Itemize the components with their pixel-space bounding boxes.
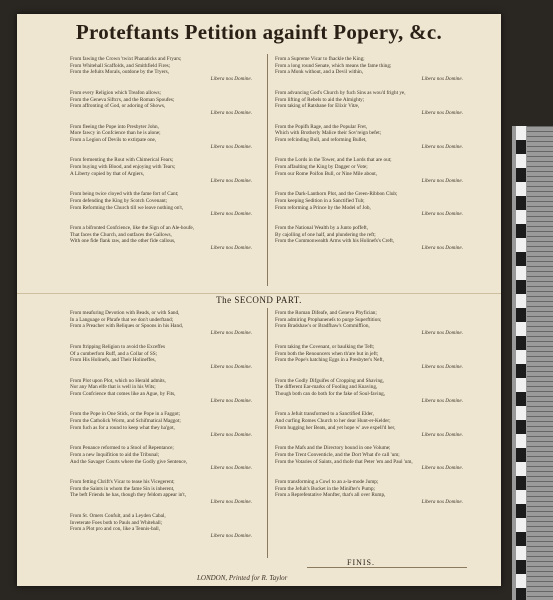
column-divider-part-two xyxy=(267,308,268,558)
verse-line: From fuch as for a round to keep what they ha'got, xyxy=(70,424,175,431)
refrain-line: Libera nos Domine. xyxy=(210,177,252,184)
verse-line: From a Supreme Vicar to fhackle the King; xyxy=(275,56,365,62)
stanza xyxy=(70,191,260,218)
verse-line: From a Monk without, and a Devil within, xyxy=(275,69,364,76)
refrain-line: Libera nos Domine. xyxy=(210,76,252,83)
refrain-line: Libera nos Domine. xyxy=(421,499,463,506)
verse-line: From Confcience that comes like an Ague, by Fits, xyxy=(70,391,176,398)
stanza xyxy=(70,479,260,506)
stanza xyxy=(275,479,471,506)
verse-line: From a Plot pro and con, like a Tennis-ball, xyxy=(70,526,161,533)
verse-line: A Liberty copied by that of Argiers, xyxy=(70,170,145,177)
verse-line: From the Dark-Lanthorn Plot, and the Green-Ribbon Club; xyxy=(275,191,398,198)
ruler-scale-strip xyxy=(516,126,526,600)
stanza xyxy=(275,411,471,438)
verse-line: From the Lords in the Tower, and the Lords that are out; xyxy=(275,157,392,164)
verse-line: From defending the King by Scotch Covenant; xyxy=(70,197,168,204)
verse-line: The beft Friends he has, though they feldom appear in't, xyxy=(70,492,187,499)
verse-line: From transforming a Cowl to an a-la-mode Jump; xyxy=(275,479,379,486)
stanza xyxy=(275,56,471,83)
stanza xyxy=(70,344,260,371)
verse-line: From a Reprefentative Monfter, that's all over Rump, xyxy=(275,492,386,499)
refrain-line: Libera nos Domine. xyxy=(421,397,463,404)
stanza xyxy=(275,344,471,371)
refrain-line: Libera nos Domine. xyxy=(421,330,463,337)
broadside-sheet xyxy=(17,14,501,586)
verse-line: From admiring Prophaneneſs to purge Superftition; xyxy=(275,316,382,323)
verse-line: From advancing God's Church by fuch Sins as wou'd fright ye, xyxy=(275,89,406,96)
verse-line: From the Roman Difeafe, and Geneva Phyfician; xyxy=(275,310,377,316)
verse-line: From the Popifh Rage, and the Popular Fret, xyxy=(275,123,368,130)
refrain-line: Libera nos Domine. xyxy=(210,245,252,252)
refrain-line: Libera nos Domine. xyxy=(421,76,463,83)
verse-line: From the Catholick Worm, and Schifmatical Maggot; xyxy=(70,418,181,425)
stanza xyxy=(70,310,260,337)
verse-line: From a Legion of Devils to extirpate one, xyxy=(70,137,157,144)
refrain-line: Libera nos Domine. xyxy=(421,109,463,116)
verse-line: And curfing Romes Church to her dear Hunt-er-Kelder; xyxy=(275,418,391,425)
refrain-line: Libera nos Domine. xyxy=(421,211,463,218)
verse-line: From ftripping Religion to avoid the Exceffes xyxy=(70,343,165,350)
verse-line: From affaulting the King by Dagger or Vote; xyxy=(275,164,368,171)
verse-line: From fermenting the Rout with Chimerical Fears; xyxy=(70,157,174,164)
verse-line: From the Pope's hatching Eggs in a Presbyter's Neft, xyxy=(275,357,384,364)
stanza xyxy=(275,310,471,337)
stanza xyxy=(275,225,471,252)
verse-line: From reforming a Prince by the Model of Job, xyxy=(275,204,371,211)
verse-line: From keeping Sedition in a Sanctified Tub; xyxy=(275,197,365,204)
stanza xyxy=(70,513,260,540)
verse-line: With one fide flank raw, and the other fide callous, xyxy=(70,238,176,245)
verse-line: From affronting of God, or adoring of Shows, xyxy=(70,103,166,110)
verse-line: From taking of Ratsbane for Elixir Vitæ, xyxy=(275,103,360,110)
stanza xyxy=(275,378,471,405)
verse-line: From a new Inquifition to aid the Tribunal; xyxy=(70,451,160,458)
part-one-right-column xyxy=(275,56,471,259)
refrain-line: Libera nos Domine. xyxy=(210,499,252,506)
refrain-line: Libera nos Domine. xyxy=(421,431,463,438)
verse-line: From taking the Covenant, or baulking the Teft; xyxy=(275,343,375,350)
verse-line: From a Jefuit transformed to a Sanctified Elder, xyxy=(275,411,374,418)
imprint-line: LONDON, Printed for R. Taylor xyxy=(197,574,288,582)
verse-line: From a long round Senate, which means the fame thing; xyxy=(275,62,392,69)
stanza xyxy=(70,124,260,151)
refrain-line: Libera nos Domine. xyxy=(210,431,252,438)
verse-line: Of a cumberfom Ruff, and a Collar of SS; xyxy=(70,350,158,357)
refrain-line: Libera nos Domine. xyxy=(210,143,252,150)
verse-line: From a Preacher with Reliques or Spoons in his Hand, xyxy=(70,323,183,330)
document-title: Proteftants Petition againft Popery, &c. xyxy=(75,20,443,44)
verse-line: By cajolling of one half, and plundering the reft; xyxy=(275,231,376,238)
verse-line: From the Godly Difguifes of Cropping and Shaving, xyxy=(275,377,384,384)
verse-line: From both the Renouncers when th'are but in jeft; xyxy=(275,350,379,357)
finis-label: FINIS. xyxy=(347,558,376,567)
refrain-line: Libera nos Domine. xyxy=(421,465,463,472)
verse-line: More fawcy in Confcience than he is alone; xyxy=(70,130,161,137)
verse-line: And the Savager Courts where the Godly give Sentence, xyxy=(70,458,188,465)
verse-line: From meafuring Devotion with Beads, or with Sand, xyxy=(70,310,180,316)
verse-line: That faces the Church, and outfaces the Gallows, xyxy=(70,231,172,238)
verse-line: Inveterate Foes both to Pauls and Whitehall; xyxy=(70,519,163,526)
verse-line: From Bradshaw's or Bradfhaw's Commiffion, xyxy=(275,323,370,330)
verse-line: From the Saints in whom the fame Sin is inherent, xyxy=(70,485,175,492)
stanza xyxy=(275,191,471,218)
verse-line: From hugging her Beats, and yet hope w' ave expell'd her, xyxy=(275,424,396,431)
stanza xyxy=(70,56,260,83)
verse-line: From fleeing the Pope into Presbyter John, xyxy=(70,123,159,130)
verse-line: Which with Brotherly Malice their Sov'reign befet; xyxy=(275,130,382,137)
stanza xyxy=(275,445,471,472)
verse-line: Though both can do both for the fake of Soul-faving, xyxy=(275,391,386,398)
refrain-line: Libera nos Domine. xyxy=(210,465,252,472)
stanza xyxy=(70,411,260,438)
column-divider-part-one xyxy=(267,54,268,286)
verse-line: From the Votaries of Saints, and thofe that Peter 'em and Paul 'um, xyxy=(275,458,413,465)
fold-line xyxy=(17,293,501,294)
refrain-line: Libera nos Domine. xyxy=(210,330,252,337)
verse-line: From the Geneva Siftcrs, and the Roman Spoufes; xyxy=(70,96,175,103)
verse-line: From Whitehall Scaffolds, and Smithfield Fires; xyxy=(70,62,171,69)
refrain-line: Libera nos Domine. xyxy=(421,143,463,150)
verse-line: From Penance reformed to a Stool of Repentance; xyxy=(70,445,174,452)
refrain-line: Libera nos Domine. xyxy=(210,363,252,370)
verse-line: From the Pope in One Stick, or the Pope in a Faggot; xyxy=(70,411,181,418)
verse-line: From being twice cloyed with the fame fort of Cant; xyxy=(70,191,179,198)
verse-line: From the Commonwealth Arms with his Holinefs's Creft, xyxy=(275,238,395,245)
stanza xyxy=(70,90,260,117)
verse-line: The different Ear-marks of Fooling and Knaving, xyxy=(275,384,378,391)
refrain-line: Libera nos Domine. xyxy=(421,245,463,252)
stanza xyxy=(70,378,260,405)
verse-line: From fetting Chrift's Vicar to tease his Vicegerent; xyxy=(70,479,175,486)
refrain-line: Libera nos Domine. xyxy=(210,211,252,218)
verse-line: From the Trent Conventicle, and the Dort What d'e call 'um; xyxy=(275,451,400,458)
verse-line: In a Language or Phrafe that we don't underftand; xyxy=(70,316,174,323)
refrain-line: Libera nos Domine. xyxy=(210,532,252,539)
stanza xyxy=(275,90,471,117)
part-one-left-column xyxy=(70,56,260,259)
second-part-heading: The SECOND PART. xyxy=(216,295,302,305)
stanza xyxy=(70,157,260,184)
verse-line: From His Holinefs, and Their Holineffes, xyxy=(70,357,156,364)
ruler-ticks xyxy=(527,126,553,600)
verse-line: From the Jefuit's Bucket in the Minifter's Pump; xyxy=(275,485,375,492)
stanza xyxy=(70,445,260,472)
refrain-line: Libera nos Domine. xyxy=(210,109,252,116)
verse-line: From every Religion which Treafon allows; xyxy=(70,89,161,96)
verse-line: From fawing the Crown 'twixt Phanaticks and Fryars; xyxy=(70,56,182,62)
verse-line: From refcinding Bull, and reforming Bullet, xyxy=(275,137,367,144)
stanza xyxy=(70,225,260,252)
part-two-right-column xyxy=(275,310,471,513)
verse-line: From a bifronted Confcience, like the Sign of an Ale-houfe, xyxy=(70,225,195,232)
verse-line: From the National Wealth by a Junto poffeft, xyxy=(275,225,369,232)
verse-line: From buying with Blood, and enjoying with Tears; xyxy=(70,164,176,171)
refrain-line: Libera nos Domine. xyxy=(421,363,463,370)
verse-line: From lifting of Rebels to aid the Almighty; xyxy=(275,96,365,103)
verse-line: Nor any Man elfe that is well in his Wits; xyxy=(70,384,156,391)
refrain-line: Libera nos Domine. xyxy=(210,397,252,404)
verse-line: From Plot upon Plot, which no Herald admits, xyxy=(70,377,166,384)
verse-line: From the Jefuits Morals, outdone by the Tryers, xyxy=(70,69,169,76)
stanza xyxy=(275,157,471,184)
finis-rule xyxy=(307,567,467,568)
verse-line: From Reforming the Church till we leave nothing on't, xyxy=(70,204,184,211)
verse-line: From St. Omers Confult, and a Leyden Cabal, xyxy=(70,512,166,519)
part-two-left-column xyxy=(70,310,260,547)
verse-line: From the Mafs and the Directory bound in one Volume; xyxy=(275,445,391,452)
stanza xyxy=(275,124,471,151)
refrain-line: Libera nos Domine. xyxy=(421,177,463,184)
verse-line: From our Rome Poifon Bull, or Nine Mile about, xyxy=(275,170,378,177)
